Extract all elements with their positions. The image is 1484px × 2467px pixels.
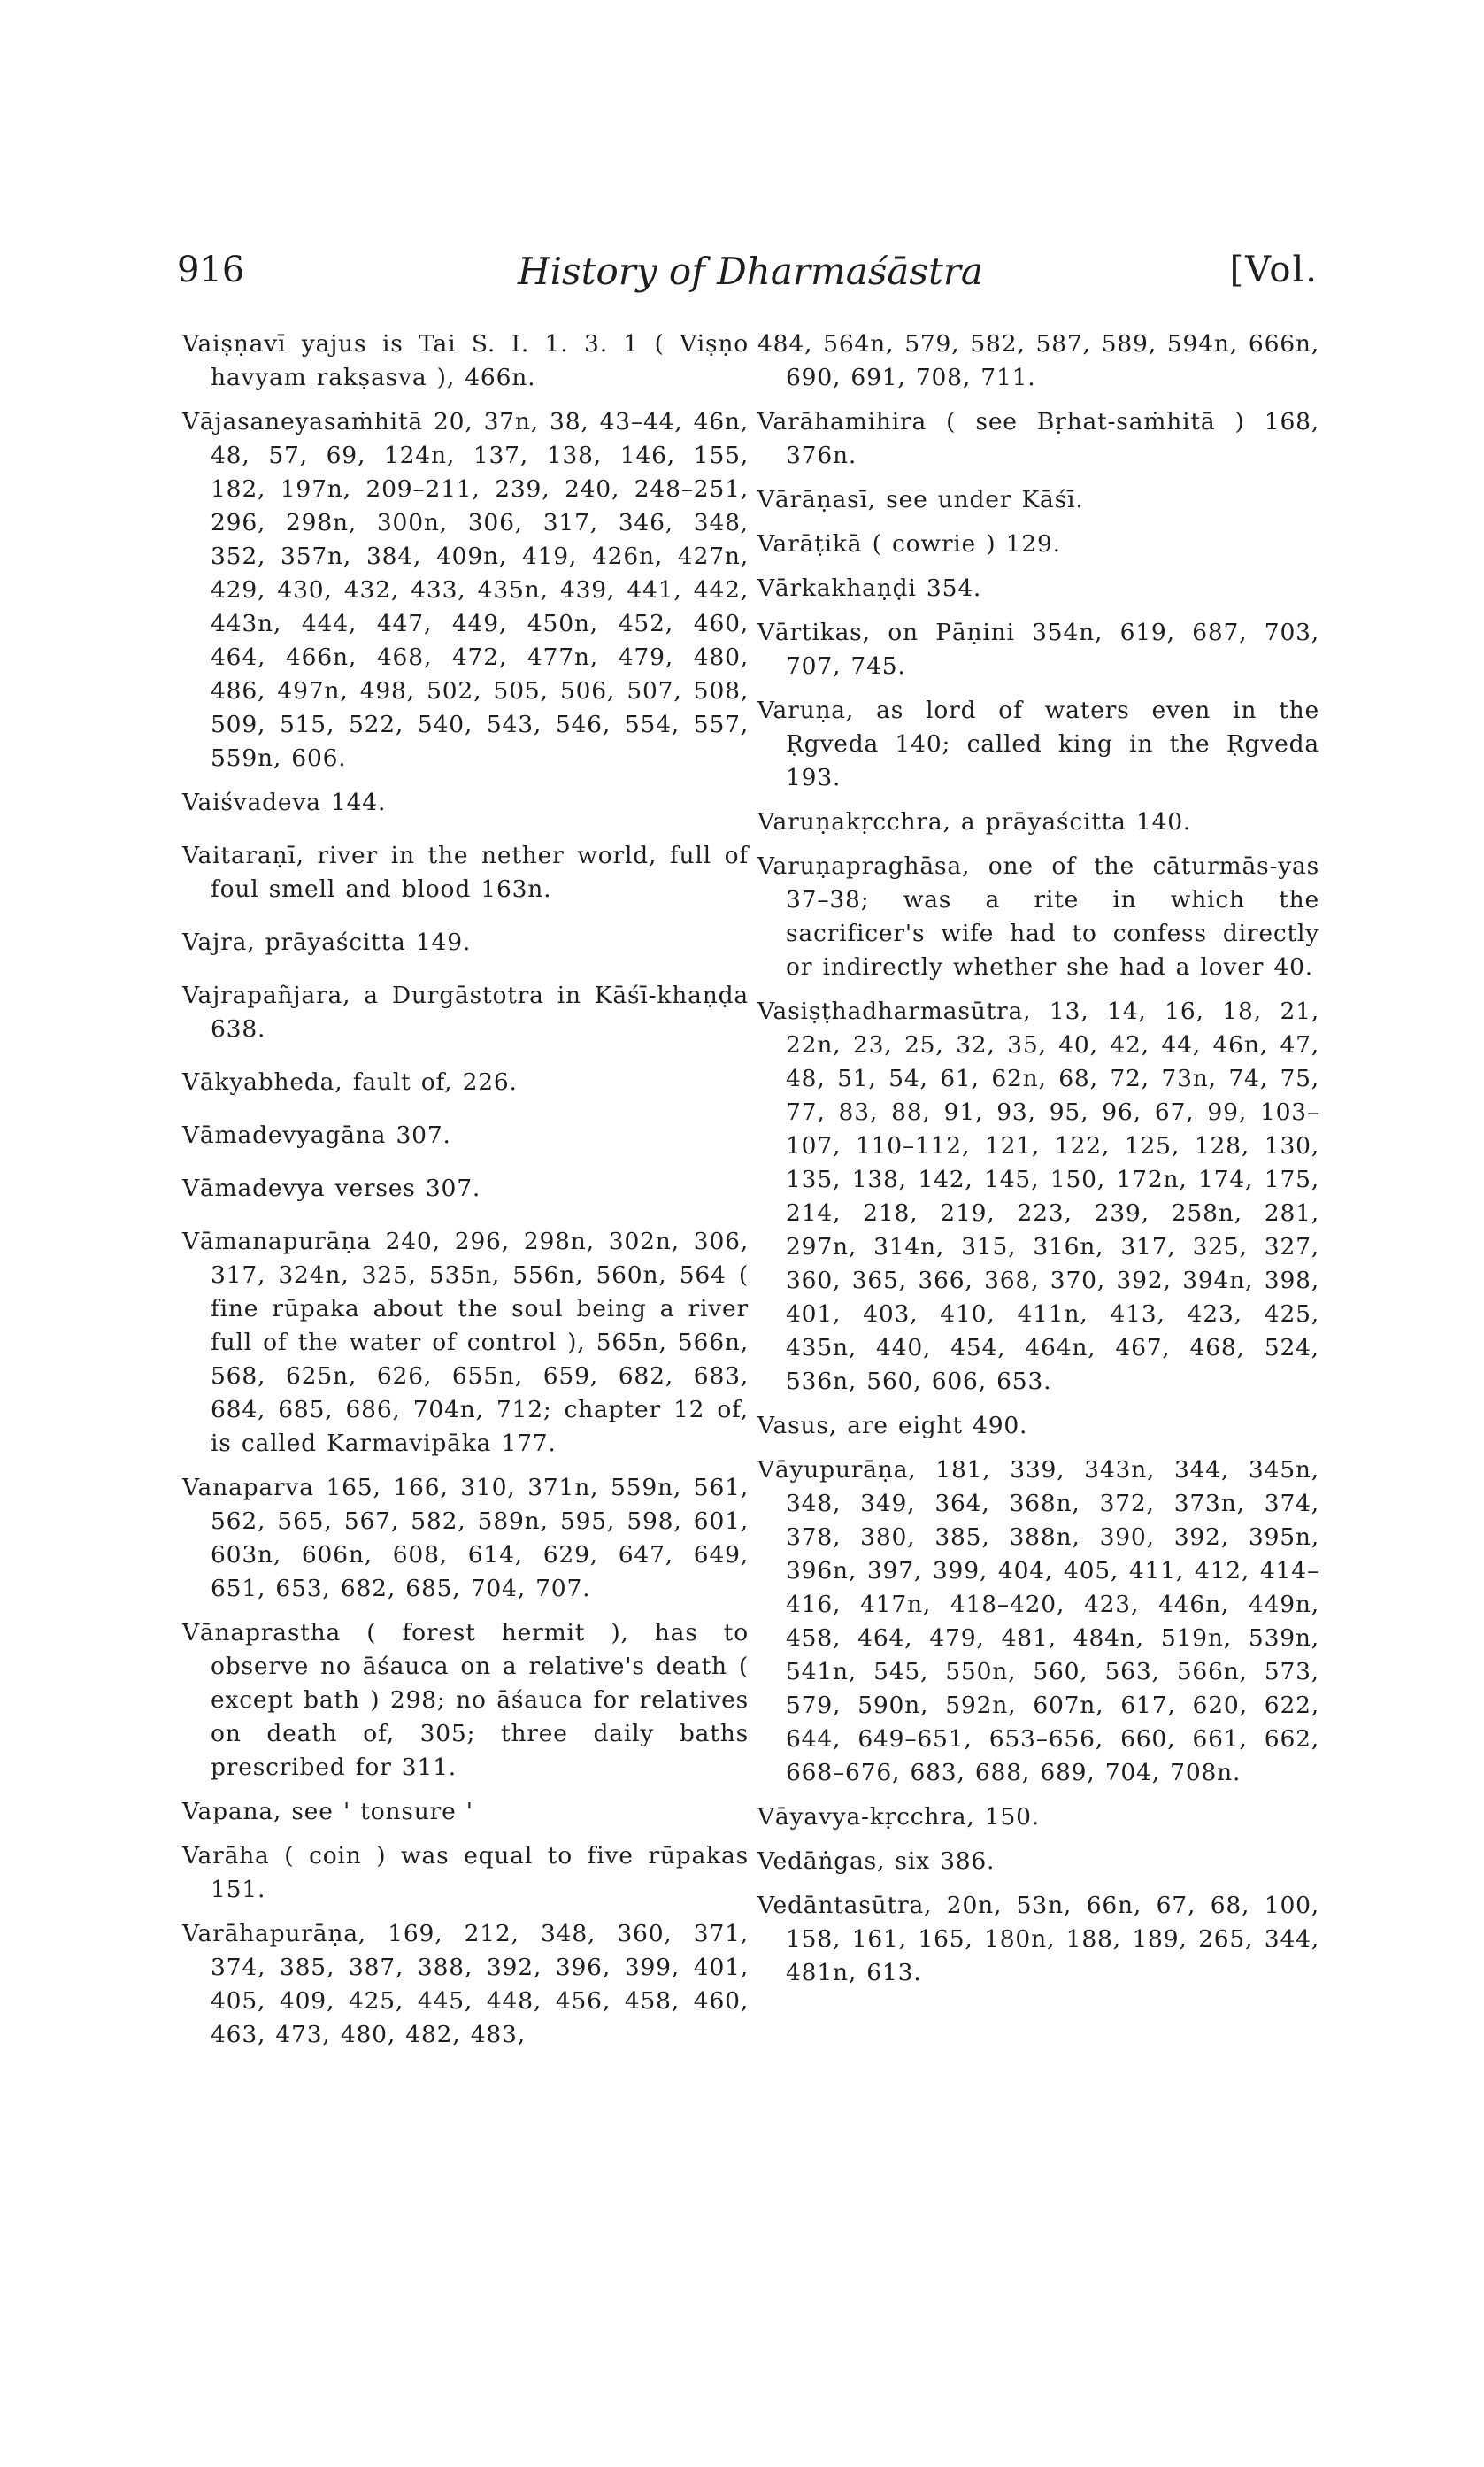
index-entry: Varāha ( coin ) was equal to five rūpakas 151. (182, 1842, 749, 1903)
index-entry: 484, 564n, 579, 582, 587, 589, 594n, 666n, 690, 691, 708, 711. (757, 330, 1319, 391)
index-entry: Vākyabheda, fault of, 226. (182, 1068, 518, 1096)
index-entry: Vāyavya-kṛcchra, 150. (757, 1803, 1040, 1831)
index-entry: Vārtikas, on Pāṇini 354n, 619, 687, 703, 707, 745. (757, 619, 1319, 680)
running-title: History of Dharmaśāstra (518, 250, 983, 293)
index-entry: Vasus, are eight 490. (757, 1412, 1028, 1439)
page-header (177, 250, 1319, 303)
index-entry: Varuṇa, as lord of waters even in the Ṛgveda 140; called king in the Ṛgveda 193. (757, 697, 1319, 791)
index-entry: Vaitaraṇī, river in the nether world, full of foul smell and blood 163n. (182, 842, 749, 903)
index-entry: Vāmadevya verses 307. (182, 1175, 481, 1202)
index-entry: Vedāntasūtra, 20n, 53n, 66n, 67, 68, 100, 158, 161, 165, 180n, 188, 189, 265, 344, 481n, 613. (757, 1892, 1319, 1986)
index-entry: Varāṭikā ( cowrie ) 129. (757, 530, 1061, 558)
index-entry: Vaiśvadeva 144. (182, 789, 387, 816)
index-entry: Vanaparva 165, 166, 310, 371n, 559n, 561, 562, 565, 567, 582, 589n, 595, 598, 601, 603n, 606n, 608, 614, 629, 647, 649, 651, 653, 682, 685, 704, 707. (182, 1474, 749, 1602)
index-entry: Vārkakhaṇḍi 354. (757, 574, 982, 602)
index-entry: Vedāṅgas, six 386. (757, 1847, 996, 1875)
index-entry: Varāhapurāṇa, 169, 212, 348, 360, 371, 374, 385, 387, 388, 392, 396, 399, 401, 405, 409, 425, 445, 448, 456, 458, 460, 463, 473, 480, 482, 483, (182, 1920, 749, 2048)
index-entry: Varāhamihira ( see Bṛhat-saṁhitā ) 168, 376n. (757, 408, 1319, 469)
index-entry: Varuṇakṛcchra, a prāyaścitta 140. (757, 808, 1192, 836)
right-index-column (757, 328, 1319, 2001)
left-index-column (182, 328, 749, 2062)
index-entry: Vaiṣṇavī yajus is Tai S. I. 1. 3. 1 ( Viṣṇo havyam rakṣasva ), 466n. (182, 330, 749, 391)
index-entry: Vāmanapurāṇa 240, 296, 298n, 302n, 306, 317, 324n, 325, 535n, 556n, 560n, 564 ( fine rūpaka about the soul being a river full of the water of control ), 565n, 566n, 568, 625n, 626, 655n, 659, 682, 683, 684, 685, 686, 704n, 712; chapter 12 of, is called Karmavipāka 177. (182, 1228, 749, 1457)
index-entry: Varuṇapraghāsa, one of the cāturmās-yas 37–38; was a rite in which the sacrificer's wife had to confess directly or indirectly whether she had a lover 40. (757, 852, 1319, 981)
index-entry: Vārāṇasī, see under Kāśī. (757, 486, 1084, 513)
index-entry: Vāmadevyagāna 307. (182, 1122, 451, 1149)
index-entry: Vāyupurāṇa, 181, 339, 343n, 344, 345n, 348, 349, 364, 368n, 372, 373n, 374, 378, 380, 385, 388n, 390, 392, 395n, 396n, 397, 399, 404, 405, 411, 412, 414–416, 417n, 418–420, 423, 446n, 449n, 458, 464, 479, 481, 484n, 519n, 539n, 541n, 545, 550n, 560, 563, 566n, 573, 579, 590n, 592n, 607n, 617, 620, 622, 644, 649–651, 653–656, 660, 661, 662, 668–676, 683, 688, 689, 704, 708n. (757, 1456, 1319, 1786)
index-entry: Vājasaneyasaṁhitā 20, 37n, 38, 43–44, 46n, 48, 57, 69, 124n, 137, 138, 146, 155, 182, 197n, 209–211, 239, 240, 248–251, 296, 298n, 300n, 306, 317, 346, 348, 352, 357n, 384, 409n, 419, 426n, 427n, 429, 430, 432, 433, 435n, 439, 441, 442, 443n, 444, 447, 449, 450n, 452, 460, 464, 466n, 468, 472, 477n, 479, 480, 486, 497n, 498, 502, 505, 506, 507, 508, 509, 515, 522, 540, 543, 546, 554, 557, 559n, 606. (182, 408, 749, 772)
index-entry: Vajrapañjara, a Durgāstotra in Kāśī-khaṇḍa 638. (182, 982, 749, 1043)
index-entry: Vasiṣṭhadharmasūtra, 13, 14, 16, 18, 21, 22n, 23, 25, 32, 35, 40, 42, 44, 46n, 47, 48, 51, 54, 61, 62n, 68, 72, 73n, 74, 75, 77, 83, 88, 91, 93, 95, 96, 67, 99, 103–107, 110–112, 121, 122, 125, 128, 130, 135, 138, 142, 145, 150, 172n, 174, 175, 214, 218, 219, 223, 239, 258n, 281, 297n, 314n, 315, 316n, 317, 325, 327, 360, 365, 366, 368, 370, 392, 394n, 398, 401, 403, 410, 411n, 413, 423, 425, 435n, 440, 454, 464n, 467, 468, 524, 536n, 560, 606, 653. (757, 998, 1319, 1395)
index-entry: Vapana, see ' tonsure ' (182, 1798, 473, 1825)
page-number: 916 (177, 250, 245, 290)
volume-label: [Vol. (1229, 250, 1319, 290)
index-entry: Vajra, prāyaścitta 149. (182, 929, 472, 956)
index-entry: Vānaprastha ( forest hermit ), has to observe no āśauca on a relative's death ( except bath ) 298; no āśauca for relatives on death of, 305; three daily baths prescribed for 311. (182, 1619, 749, 1781)
